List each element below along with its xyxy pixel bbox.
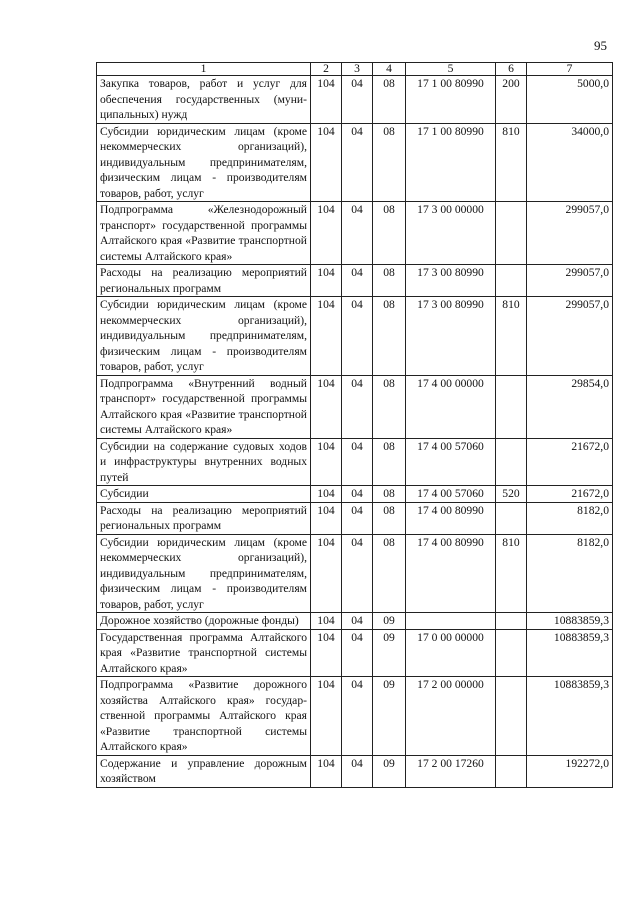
target-article-code: 17 4 00 00000	[406, 375, 496, 438]
table-row	[97, 265, 613, 297]
section-code: 04	[342, 613, 373, 630]
table-row	[97, 629, 613, 677]
admin-code: 104	[311, 486, 342, 503]
expense-type-code: 200	[496, 76, 527, 124]
expense-name: Подпрограмма «Железнодорожный транспорт» государственной программы Алтайского края «Развитие транспортной системы Алтайского края»	[97, 202, 311, 265]
section-code: 04	[342, 629, 373, 677]
target-article-code: 17 0 00 00000	[406, 629, 496, 677]
table-row	[97, 76, 613, 124]
amount: 299057,0	[527, 202, 613, 265]
target-article-code: 17 2 00 17260	[406, 755, 496, 787]
expense-name: Подпрограмма «Внутренний водный транспорт» государственной программы Алтайского края «Развитие транспортной системы Алтайского края»	[97, 375, 311, 438]
target-article-code: 17 3 00 80990	[406, 297, 496, 376]
expense-type-code	[496, 202, 527, 265]
table-row	[97, 297, 613, 376]
expense-type-code: 810	[496, 123, 527, 202]
table-row	[97, 677, 613, 756]
admin-code: 104	[311, 629, 342, 677]
admin-code: 104	[311, 375, 342, 438]
budget-table	[96, 62, 613, 788]
expense-type-code: 810	[496, 534, 527, 613]
subsection-code: 09	[373, 629, 406, 677]
admin-code: 104	[311, 613, 342, 630]
expense-type-code	[496, 677, 527, 756]
expense-name: Государственная программа Алтайского края «Развитие транспортной системы Алтайского края»	[97, 629, 311, 677]
admin-code: 104	[311, 677, 342, 756]
amount: 192272,0	[527, 755, 613, 787]
table-row	[97, 375, 613, 438]
subsection-code: 08	[373, 123, 406, 202]
expense-name: Содержание и управление дорожным хозяйством	[97, 755, 311, 787]
expense-name: Расходы на реализацию мероприятий региональных программ	[97, 502, 311, 534]
target-article-code: 17 4 00 57060	[406, 438, 496, 486]
admin-code: 104	[311, 534, 342, 613]
admin-code: 104	[311, 123, 342, 202]
expense-name: Дорожное хозяйство (дорожные фонды)	[97, 613, 311, 630]
table-row	[97, 202, 613, 265]
table-body	[97, 76, 613, 788]
subsection-code: 08	[373, 297, 406, 376]
section-code: 04	[342, 486, 373, 503]
target-article-code: 17 4 00 80990	[406, 502, 496, 534]
target-article-code	[406, 613, 496, 630]
expense-name: Подпрограмма «Развитие дорожного хозяйства Алтайского края» государственной программы Алтайского края «Развитие транспортной системы Алтайского края»	[97, 677, 311, 756]
expense-name: Закупка товаров, работ и услуг для обеспечения государственных (муниципальных) нужд	[97, 76, 311, 124]
admin-code: 104	[311, 202, 342, 265]
expense-name: Субсидии юридическим лицам (кроме некоммерческих организаций), индивидуальным предпринимателям, физическим лицам - производителям товаров, работ, услуг	[97, 534, 311, 613]
header-col-6: 6	[496, 63, 527, 76]
amount: 299057,0	[527, 297, 613, 376]
target-article-code: 17 3 00 80990	[406, 265, 496, 297]
section-code: 04	[342, 265, 373, 297]
header-col-2: 2	[311, 63, 342, 76]
section-code: 04	[342, 297, 373, 376]
amount: 8182,0	[527, 502, 613, 534]
section-code: 04	[342, 755, 373, 787]
admin-code: 104	[311, 502, 342, 534]
amount: 299057,0	[527, 265, 613, 297]
target-article-code: 17 4 00 57060	[406, 486, 496, 503]
expense-name: Расходы на реализацию мероприятий региональных программ	[97, 265, 311, 297]
section-code: 04	[342, 375, 373, 438]
expense-type-code	[496, 629, 527, 677]
expense-type-code: 810	[496, 297, 527, 376]
table-row	[97, 438, 613, 486]
header-col-3: 3	[342, 63, 373, 76]
table-row	[97, 502, 613, 534]
expense-name: Субсидии юридическим лицам (кроме некоммерческих организаций), индивидуальным предпринимателям, физическим лицам - производителям товаров, работ, услуг	[97, 297, 311, 376]
subsection-code: 08	[373, 486, 406, 503]
expense-name: Субсидии на содержание судовых ходов и инфраструктуры внутренних водных путей	[97, 438, 311, 486]
page-number: 95	[594, 38, 607, 53]
admin-code: 104	[311, 265, 342, 297]
section-code: 04	[342, 502, 373, 534]
admin-code: 104	[311, 297, 342, 376]
section-code: 04	[342, 534, 373, 613]
expense-type-code	[496, 755, 527, 787]
expense-type-code	[496, 438, 527, 486]
expense-type-code	[496, 502, 527, 534]
section-code: 04	[342, 677, 373, 756]
header-col-1: 1	[97, 63, 311, 76]
target-article-code: 17 4 00 80990	[406, 534, 496, 613]
section-code: 04	[342, 202, 373, 265]
table-row	[97, 755, 613, 787]
target-article-code: 17 1 00 80990	[406, 76, 496, 124]
subsection-code: 08	[373, 534, 406, 613]
table-row	[97, 613, 613, 630]
expense-name: Субсидии юридическим лицам (кроме некоммерческих организаций), индивидуальным предпринимателям, физическим лицам - производителям товаров, работ, услуг	[97, 123, 311, 202]
expense-type-code: 520	[496, 486, 527, 503]
expense-type-code	[496, 613, 527, 630]
table-row	[97, 534, 613, 613]
header-col-5: 5	[406, 63, 496, 76]
amount: 5000,0	[527, 76, 613, 124]
amount: 10883859,3	[527, 629, 613, 677]
header-col-4: 4	[373, 63, 406, 76]
header-col-7: 7	[527, 63, 613, 76]
amount: 10883859,3	[527, 677, 613, 756]
expense-type-code	[496, 375, 527, 438]
admin-code: 104	[311, 438, 342, 486]
subsection-code: 08	[373, 76, 406, 124]
subsection-code: 09	[373, 677, 406, 756]
subsection-code: 08	[373, 265, 406, 297]
table-row	[97, 123, 613, 202]
amount: 34000,0	[527, 123, 613, 202]
amount: 21672,0	[527, 486, 613, 503]
target-article-code: 17 3 00 00000	[406, 202, 496, 265]
section-code: 04	[342, 438, 373, 486]
subsection-code: 08	[373, 438, 406, 486]
amount: 10883859,3	[527, 613, 613, 630]
amount: 29854,0	[527, 375, 613, 438]
subsection-code: 08	[373, 502, 406, 534]
admin-code: 104	[311, 76, 342, 124]
section-code: 04	[342, 76, 373, 124]
table-row	[97, 486, 613, 503]
amount: 21672,0	[527, 438, 613, 486]
expense-name: Субсидии	[97, 486, 311, 503]
section-code: 04	[342, 123, 373, 202]
admin-code: 104	[311, 755, 342, 787]
subsection-code: 09	[373, 755, 406, 787]
target-article-code: 17 2 00 00000	[406, 677, 496, 756]
target-article-code: 17 1 00 80990	[406, 123, 496, 202]
header-row	[97, 63, 613, 76]
amount: 8182,0	[527, 534, 613, 613]
subsection-code: 09	[373, 613, 406, 630]
subsection-code: 08	[373, 202, 406, 265]
subsection-code: 08	[373, 375, 406, 438]
expense-type-code	[496, 265, 527, 297]
